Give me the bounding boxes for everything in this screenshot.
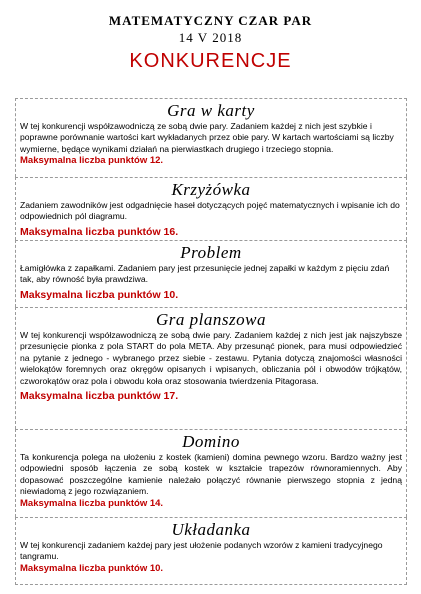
competition-title: Gra w karty xyxy=(167,101,255,120)
competition-description: W tej konkurencji zadaniem każdej pary jest ułożenie podanych wzorów z kamieni tradycyjnego tangramu. xyxy=(20,540,383,562)
competition-title: Gra planszowa xyxy=(156,310,266,329)
competition-description: W tej konkurencji współzawodniczą ze sobą dwie pary. Zadaniem każdej z nich jest szybkie i poprawne porównanie wartości kart wykładanych przez obie pary. W kartach wartościami są liczby wymierne, będące wynikami działań na pierwiastkach drugiego i trzeciego stopnia. xyxy=(20,121,394,154)
competition-title: Domino xyxy=(182,432,240,451)
competition-max-points: Maksymalna liczba punktów 10. xyxy=(20,562,164,574)
competition-list xyxy=(15,98,407,585)
competition-title: Problem xyxy=(180,243,242,262)
page-title: KONKURENCJE xyxy=(129,50,292,72)
competition-description: W tej konkurencji współzawodniczą ze sobą dwie pary. Zadaniem każdej z nich jest jak najszybsze przesunięcie pionka z pola START do pola META. Aby przesunąć pionek, para musi odpowiedzieć na pytanie z jednego - wybranego przez siebie - zestawu. Pytania dotyczą znajomości własności wielokątów foremnych oraz okręgów opisanych i wpisanych, obliczania pól i obwodów trójkątów, czworokątów oraz pola i obwodu koła oraz stosowania twierdzenia Pitagorasa. xyxy=(20,330,402,386)
competition-card-krzyzowka xyxy=(15,177,407,240)
competition-card-gra-w-karty xyxy=(15,98,407,177)
competition-title: Krzyżówka xyxy=(171,180,251,199)
competition-max-points: Maksymalna liczba punktów 14. xyxy=(20,497,164,509)
competition-description: Łamigłówka z zapałkami. Zadaniem pary jest przesunięcie jednej zapałki w każdym z pięciu zdań tak, aby równość była prawdziwa. xyxy=(20,263,390,285)
competition-max-points: Maksymalna liczba punktów 12. xyxy=(20,155,164,167)
competition-card-ukladanka xyxy=(15,517,407,585)
competition-card-gra-planszowa xyxy=(15,307,407,429)
competition-max-points: Maksymalna liczba punktów 17. xyxy=(20,390,179,403)
competition-title: Układanka xyxy=(171,520,251,539)
competition-description: Ta konkurencja polega na ułożeniu z kostek (kamieni) domina pewnego wzoru. Bardzo ważny jest odpowiedni sposób łączenia ze sobą kostek w kształcie trapezów równoramiennych. Aby dopasować poszczególne kamienie należało połączyć równanie pierwszego stopnia z jedną niewiadomą z jego rozwiązaniem. xyxy=(20,452,402,497)
competition-description: Zadaniem zawodników jest odgadnięcie haseł dotyczących pojęć matematycznych i wpisanie ich do odpowiednich pól diagramu. xyxy=(20,200,400,222)
competition-max-points: Maksymalna liczba punktów 10. xyxy=(20,288,179,301)
competition-max-points: Maksymalna liczba punktów 16. xyxy=(20,225,179,238)
competition-card-problem xyxy=(15,240,407,307)
page-header xyxy=(0,13,421,73)
competition-card-domino xyxy=(15,429,407,517)
event-date: 14 V 2018 xyxy=(178,30,243,45)
event-name: MATEMATYCZNY CZAR PAR xyxy=(108,13,313,28)
